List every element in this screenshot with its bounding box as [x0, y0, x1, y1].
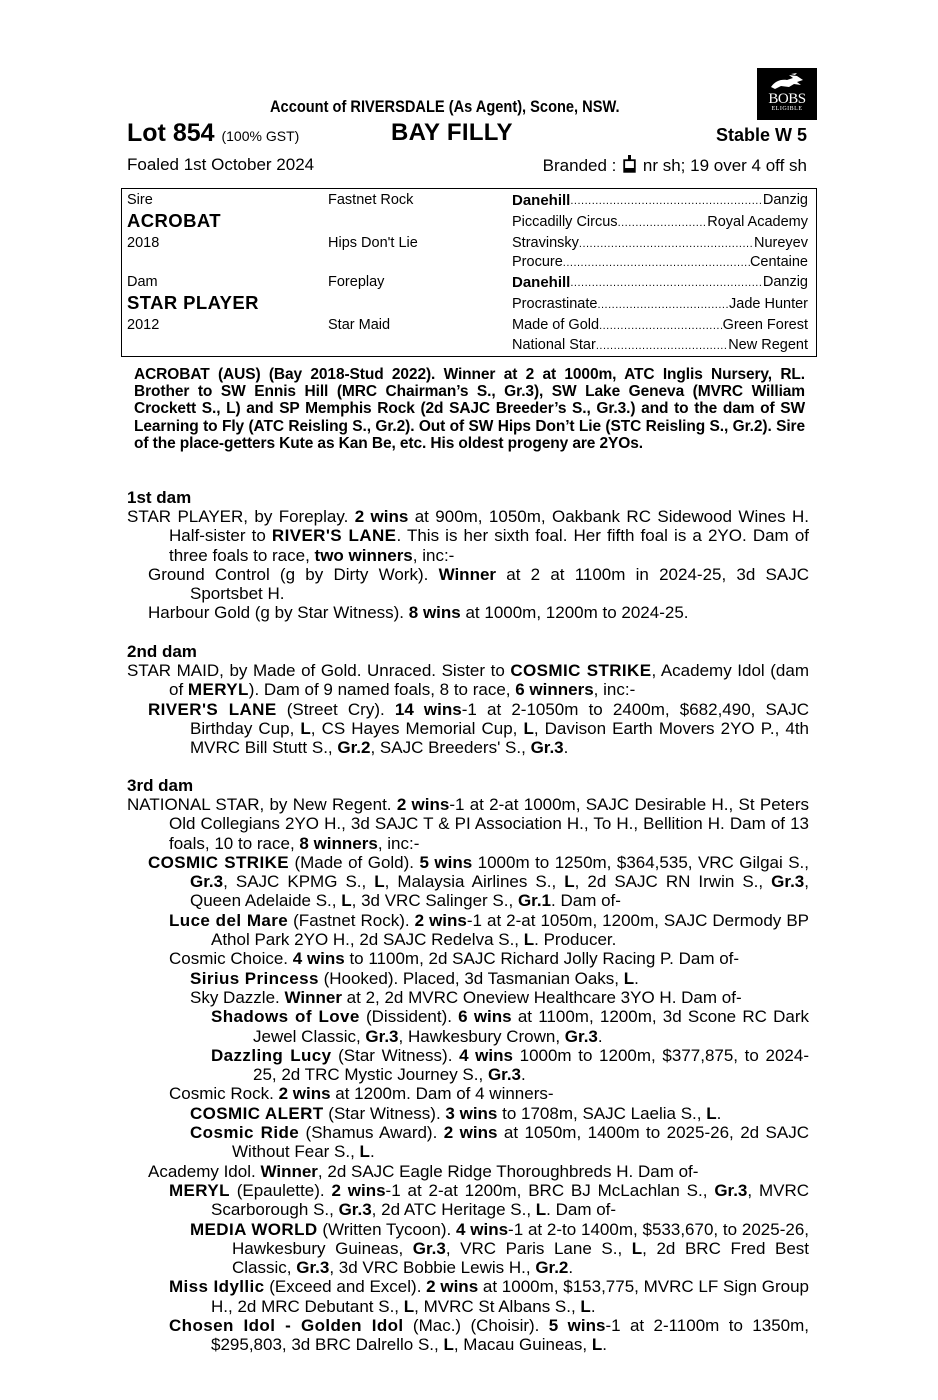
- entry-text: Sky Dazzle.: [190, 987, 285, 1007]
- ancestor-row: [512, 274, 808, 291]
- family-entry: [127, 1181, 809, 1220]
- entry-text: NATIONAL STAR, by New Regent.: [127, 795, 397, 814]
- emphasis-text: Gr.3: [190, 872, 224, 892]
- emphasis-text: Gr.3: [564, 1026, 598, 1046]
- entry-text: STAR MAID, by Made of Gold. Unraced. Sister to: [127, 661, 511, 680]
- ancestor-sire: Green Forest: [722, 317, 808, 333]
- entry-text: . Dam of-: [551, 891, 621, 911]
- horse-description: BAY FILLY: [391, 119, 513, 146]
- ancestor-sire: Danzig: [762, 192, 808, 208]
- family-entry: [127, 1104, 809, 1123]
- entry-text: . Producer.: [534, 930, 617, 950]
- family-entry: [127, 1084, 809, 1103]
- sire-year: 2018: [127, 235, 160, 251]
- leader-dots: [596, 337, 728, 353]
- emphasis-text: 2 wins: [426, 1277, 479, 1297]
- entry-text: (Mac.) (Choisir).: [403, 1316, 549, 1336]
- entry-text: (Exceed and Excel).: [264, 1277, 427, 1297]
- family-entry: [127, 949, 809, 968]
- dam-name: STAR PLAYER: [127, 292, 259, 313]
- emphasis-text: 5 wins: [419, 852, 473, 872]
- ancestor-sire: Danzig: [762, 274, 808, 290]
- entry-text: (Fastnet Rock).: [288, 910, 415, 930]
- entry-text: .: [716, 1103, 722, 1123]
- entry-text: -1 at 2-to 1400m, $533,670, to 2025-26, Hawkesbury Guineas,: [232, 1219, 810, 1258]
- emphasis-text: L: [580, 1296, 591, 1316]
- pedigree-table: [121, 188, 817, 357]
- ancestor-sire: Centaine: [749, 254, 808, 270]
- emphasis-text: L: [341, 891, 352, 911]
- ancestor-name: Made of Gold: [512, 317, 600, 333]
- family-entry: [127, 988, 809, 1007]
- leader-dots: [597, 296, 729, 312]
- entry-text: .: [563, 738, 569, 758]
- vendor-line: Account of RIVERSDALE (As Agent), Scone, NSW.: [270, 97, 620, 116]
- entry-text: ). Dam of 9 named foals, 8 to race,: [248, 680, 516, 700]
- branding-info: [543, 155, 807, 176]
- horse-name: Shadows of Love: [211, 1007, 360, 1027]
- entry-text: .: [369, 1142, 375, 1162]
- entry-text: , inc:-: [377, 833, 420, 853]
- entry-text: , Academy Idol (dam of: [169, 661, 809, 700]
- emphasis-text: Gr.3: [296, 1258, 330, 1278]
- emphasis-text: Gr.1: [517, 891, 552, 911]
- section-body: [127, 661, 809, 757]
- family-entry: [127, 565, 809, 604]
- stable-location: Stable W 5: [715, 125, 807, 145]
- entry-text: -1 at 2-1100m to 1350m, $295,803, 3d BRC Dalrello S.,: [211, 1316, 809, 1355]
- sire-dam: Hips Don't Lie: [328, 235, 418, 251]
- bobs-horse-logo-icon: [767, 72, 807, 92]
- emphasis-text: Winner: [438, 564, 497, 584]
- leader-dots: [599, 317, 723, 333]
- logo-word: BOBS: [768, 91, 806, 107]
- ancestor-row: [512, 192, 808, 209]
- third-dam-section: [127, 776, 809, 1355]
- entry-text: at 900m, 1050m, Oakbank RC Sidewood Wines H. Half-sister to: [169, 507, 810, 546]
- entry-text: STAR PLAYER, by Foreplay.: [127, 507, 355, 526]
- horse-name: Chosen Idol - Golden Idol: [169, 1316, 404, 1336]
- sire-name: ACROBAT: [127, 210, 221, 231]
- entry-text: -1 at 2-at 1000m, SAJC Desirable H., St Peters Old Collegians 2YO H., 3d SAJC T & PI Association H., To H., Bellition H. Dam of 13 foals, 10 to race,: [169, 795, 809, 853]
- ancestor-name: Procrastinate: [512, 296, 598, 312]
- ancestor-sire: Nureyev: [754, 235, 808, 251]
- entry-text: -1 at 2-at 1200m, BRC BJ McLachlan S.,: [385, 1180, 715, 1200]
- ancestor-name: Danehill: [512, 192, 571, 209]
- entry-text: , Macau Guineas,: [453, 1335, 592, 1355]
- entry-text: .: [634, 968, 639, 988]
- entry-text: (Dissident).: [359, 1007, 459, 1027]
- entry-text: to 1100m, 2d SAJC Richard Jolly Racing P. Dam of-: [344, 949, 740, 969]
- emphasis-text: L: [591, 1335, 603, 1355]
- entry-text: (Star Witness).: [323, 1103, 446, 1123]
- section-body: [127, 795, 809, 1355]
- emphasis-text: 4 wins: [456, 1219, 509, 1239]
- emphasis-text: 3 wins: [445, 1103, 498, 1123]
- entry-text: Cosmic Rock.: [169, 1084, 279, 1104]
- entry-text: , SAJC KPMG S.,: [223, 872, 375, 892]
- emphasis-text: L: [631, 1238, 643, 1258]
- entry-text: , 2d SAJC Eagle Ridge Thoroughbreds H. Dam of-: [317, 1161, 699, 1181]
- emphasis-text: 8 wins: [408, 603, 461, 623]
- family-entry: [127, 1007, 809, 1046]
- entry-text: , inc:-: [593, 680, 636, 700]
- emphasis-text: 6 winners: [515, 680, 594, 700]
- horse-name: COSMIC ALERT: [190, 1103, 324, 1123]
- emphasis-text: L: [443, 1335, 454, 1355]
- entry-text: , Hawkesbury Crown,: [398, 1026, 565, 1046]
- ancestor-sire: Royal Academy: [707, 214, 808, 230]
- entry-text: at 2 at 1100m in 2024-25, 3d SAJC Sportsbet H.: [190, 564, 809, 604]
- entry-text: , inc:-: [412, 545, 455, 565]
- emphasis-text: 4 wins: [459, 1045, 513, 1065]
- leader-dots: [570, 192, 763, 209]
- entry-text: at 2, 2d MVRC Oneview Healthcare 3YO H. Dam of-: [341, 987, 742, 1007]
- emphasis-text: 8 winners: [299, 833, 378, 853]
- horse-name: Miss Idyllic: [169, 1277, 265, 1297]
- horse-name: COSMIC STRIKE: [510, 661, 652, 680]
- entry-text: -1 at 2-at 1050m, 1200m, SAJC Dermody BP Athol Park 2YO H., 2d SAJC Redelva S.,: [211, 910, 809, 950]
- emphasis-text: Gr.3: [487, 1065, 522, 1085]
- family-entry: [127, 1162, 809, 1181]
- emphasis-text: Gr.3: [412, 1238, 446, 1258]
- entry-text: .: [602, 1335, 607, 1355]
- ancestor-sire: New Regent: [728, 337, 808, 353]
- family-entry: [127, 1277, 809, 1316]
- family-entry: [127, 507, 809, 565]
- dam-dam: Star Maid: [328, 317, 391, 333]
- entry-text: (Star Witness).: [331, 1045, 460, 1065]
- emphasis-text: L: [300, 718, 311, 738]
- entry-text: , MVRC St Albans S.,: [414, 1296, 581, 1316]
- horse-name: Dazzling Lucy: [211, 1045, 332, 1065]
- entry-text: at 1000m, 1200m to 2024-25.: [460, 603, 689, 623]
- ancestor-row: [512, 337, 808, 353]
- entry-text: 1000m to 1200m, $377,875, to 2024-25, 2d TRC Mystic Journey S.,: [253, 1045, 809, 1085]
- entry-text: at 1100m, 1200m, 3d Scone RC Dark Jewel Classic,: [253, 1007, 809, 1046]
- emphasis-text: 2 wins: [414, 910, 467, 930]
- leader-dots: [579, 235, 754, 251]
- entry-text: (Shamus Award).: [299, 1123, 444, 1143]
- ancestor-row: [512, 254, 808, 270]
- entry-text: , CS Hayes Memorial Cup,: [310, 718, 524, 738]
- entry-text: Harbour Gold (g by Star Witness).: [148, 603, 409, 623]
- brand-mark-icon: [623, 155, 636, 173]
- entry-text: .: [521, 1065, 526, 1085]
- entry-text: at 1000m, $153,775, MVRC LF Sign Group H., 2d MRC Debutant S.,: [211, 1277, 809, 1316]
- emphasis-text: 2 wins: [354, 507, 409, 526]
- emphasis-text: L: [359, 1142, 370, 1162]
- emphasis-text: 2 wins: [278, 1084, 331, 1104]
- emphasis-text: L: [706, 1103, 717, 1123]
- emphasis-text: L: [523, 930, 535, 950]
- emphasis-text: Gr.3: [771, 872, 805, 892]
- entry-text: .: [597, 1026, 603, 1046]
- entry-text: at 1050m, 1400m to 2025-26, 2d SAJC Without Fear S.,: [232, 1123, 809, 1162]
- horse-name: Sirius Princess: [190, 968, 319, 988]
- ancestor-sire: Jade Hunter: [729, 296, 808, 312]
- dam-label: Dam: [127, 274, 158, 290]
- entry-text: Ground Control (g by Dirty Work).: [148, 564, 439, 584]
- entry-text: , 3d VRC Salinger S.,: [351, 891, 518, 911]
- entry-text: . Dam of-: [546, 1200, 617, 1220]
- emphasis-text: L: [623, 968, 635, 988]
- leader-dots: [618, 214, 708, 230]
- ancestor-name: Stravinsky: [512, 235, 579, 251]
- leader-dots: [570, 274, 763, 291]
- emphasis-text: 2 wins: [331, 1180, 386, 1200]
- entry-text: (Made of Gold).: [289, 852, 420, 872]
- ancestor-row: [512, 296, 808, 312]
- horse-name: Cosmic Ride: [190, 1123, 300, 1143]
- horse-name: COSMIC STRIKE: [148, 852, 289, 872]
- emphasis-text: 6 wins: [458, 1007, 512, 1027]
- dam-year: 2012: [127, 317, 160, 333]
- emphasis-text: Gr.3: [714, 1180, 748, 1200]
- entry-text: (Epaulette).: [229, 1180, 332, 1200]
- entry-text: , 2d SAJC RN Irwin S.,: [574, 872, 772, 892]
- emphasis-text: Gr.2: [337, 738, 371, 758]
- entry-text: Cosmic Choice.: [169, 949, 293, 969]
- lot-number: [127, 119, 299, 148]
- family-entry: [127, 853, 809, 911]
- brand-description: nr sh; 19 over 4 off sh: [642, 156, 807, 175]
- gst-note: (100% GST): [221, 128, 300, 144]
- entry-text: , Queen Adelaide S.,: [190, 872, 809, 911]
- sire-sire: Fastnet Rock: [328, 192, 414, 208]
- emphasis-text: L: [535, 1200, 547, 1220]
- sire-label: Sire: [127, 192, 153, 208]
- foaled-date: Foaled 1st October 2024: [127, 155, 315, 174]
- bobs-eligible-logo: [757, 68, 817, 120]
- second-dam-section: [127, 642, 809, 757]
- section-heading: 2nd dam: [127, 642, 197, 661]
- family-entry: [127, 1220, 809, 1278]
- horse-name: RIVER'S LANE: [271, 526, 397, 546]
- entry-text: (Written Tycoon).: [317, 1219, 457, 1239]
- entry-text: at 1200m. Dam of 4 winners-: [330, 1084, 554, 1104]
- entry-text: , Malaysia Airlines S.,: [384, 872, 565, 892]
- horse-name: Luce del Mare: [169, 910, 289, 930]
- ancestor-name: National Star: [512, 337, 596, 353]
- entry-text: (Street Cry).: [276, 699, 395, 719]
- entry-text: to 1708m, SAJC Laelia S.,: [497, 1103, 707, 1123]
- emphasis-text: 4 wins: [292, 949, 345, 969]
- branded-label: Branded :: [542, 156, 617, 175]
- ancestor-row: [512, 317, 808, 333]
- entry-text: 1000m to 1250m, $364,535, VRC Gilgai S.,: [472, 852, 809, 872]
- emphasis-text: 2 wins: [443, 1123, 498, 1143]
- emphasis-text: L: [564, 872, 575, 892]
- emphasis-text: Gr.3: [338, 1200, 372, 1220]
- family-entry: [127, 969, 809, 988]
- ancestor-row: [512, 235, 808, 251]
- ancestor-name: Piccadilly Circus: [512, 214, 618, 230]
- family-entry: [127, 700, 809, 758]
- entry-text: Academy Idol.: [148, 1161, 261, 1181]
- family-entry: [127, 1123, 809, 1162]
- family-entry: [127, 661, 809, 700]
- emphasis-text: Gr.2: [535, 1258, 569, 1278]
- emphasis-text: Winner: [284, 987, 342, 1007]
- logo-subtitle: ELIGIBLE: [771, 106, 803, 112]
- emphasis-text: Winner: [260, 1161, 318, 1181]
- entry-text: , 2d BRC Fred Best Classic,: [232, 1238, 810, 1278]
- horse-name: MERYL: [169, 1180, 230, 1200]
- ancestor-name: Procure: [512, 254, 563, 270]
- emphasis-text: 5 wins: [548, 1316, 606, 1336]
- emphasis-text: Gr.3: [365, 1026, 399, 1046]
- emphasis-text: L: [523, 718, 534, 738]
- sire-summary: ACROBAT (AUS) (Bay 2018-Stud 2022). Winner at 2 at 1000m, ATC Inglis Nursery, RL. Brother to SW Ennis Hill (MRC Chairman’s S., Gr.3), SW Lake Geneva (MVRC William Crockett S., L) and SP Memphis Rock (2d SAJC Breeder’s S., Gr.3.) and to the dam of SW Learning to Fly (ATC Reisling S., Gr.2). Out of SW Hips Don’t Lie (STC Reisling S., Gr.2). Sire of the place-getters Kute as Kan Be, etc. His oldest progeny are 2YOs.: [134, 366, 805, 452]
- entry-text: , MVRC Scarborough S.,: [211, 1180, 810, 1220]
- dam-sire: Foreplay: [328, 274, 385, 290]
- family-entry: [127, 603, 809, 622]
- emphasis-text: L: [403, 1296, 415, 1316]
- lot-label: Lot 854: [127, 119, 215, 147]
- leader-dots: [563, 254, 750, 270]
- emphasis-text: L: [374, 872, 385, 892]
- family-entry: [127, 911, 809, 950]
- entry-text: (Hooked). Placed, 3d Tasmanian Oaks,: [318, 968, 624, 988]
- ancestor-row: [512, 214, 808, 230]
- lot-header: [127, 119, 809, 151]
- section-heading: 3rd dam: [127, 776, 194, 795]
- entry-text: .: [590, 1296, 596, 1316]
- horse-name: MEDIA WORLD: [190, 1219, 318, 1239]
- emphasis-text: Gr.3: [530, 738, 564, 758]
- section-heading: 1st dam: [127, 488, 192, 507]
- family-entry: [127, 1316, 809, 1355]
- emphasis-text: 14 wins: [394, 699, 462, 719]
- entry-text: , 2d ATC Heritage S.,: [371, 1200, 536, 1220]
- section-body: [127, 507, 809, 623]
- entry-text: -1 at 2-1050m to 2400m, $682,490, SAJC Birthday Cup,: [190, 699, 809, 738]
- first-dam-section: [127, 488, 809, 623]
- family-entry: [127, 1046, 809, 1085]
- entry-text: .: [568, 1258, 574, 1278]
- entry-text: . This is her sixth foal. Her fifth foal is a 2YO. Dam of three foals to race,: [169, 526, 809, 565]
- emphasis-text: two winners: [314, 545, 413, 565]
- entry-text: , 3d VRC Bobbie Lewis H.,: [329, 1258, 536, 1278]
- entry-text: , Davison Earth Movers 2YO P., 4th MVRC Bill Stutt S.,: [190, 718, 809, 758]
- entry-text: , VRC Paris Lane S.,: [445, 1238, 632, 1258]
- emphasis-text: 2 wins: [396, 795, 450, 814]
- horse-name: RIVER'S LANE: [148, 699, 277, 719]
- ancestor-name: Danehill: [512, 274, 571, 291]
- entry-text: , SAJC Breeders' S.,: [370, 738, 531, 758]
- horse-name: MERYL: [187, 680, 249, 700]
- family-entry: [127, 795, 809, 853]
